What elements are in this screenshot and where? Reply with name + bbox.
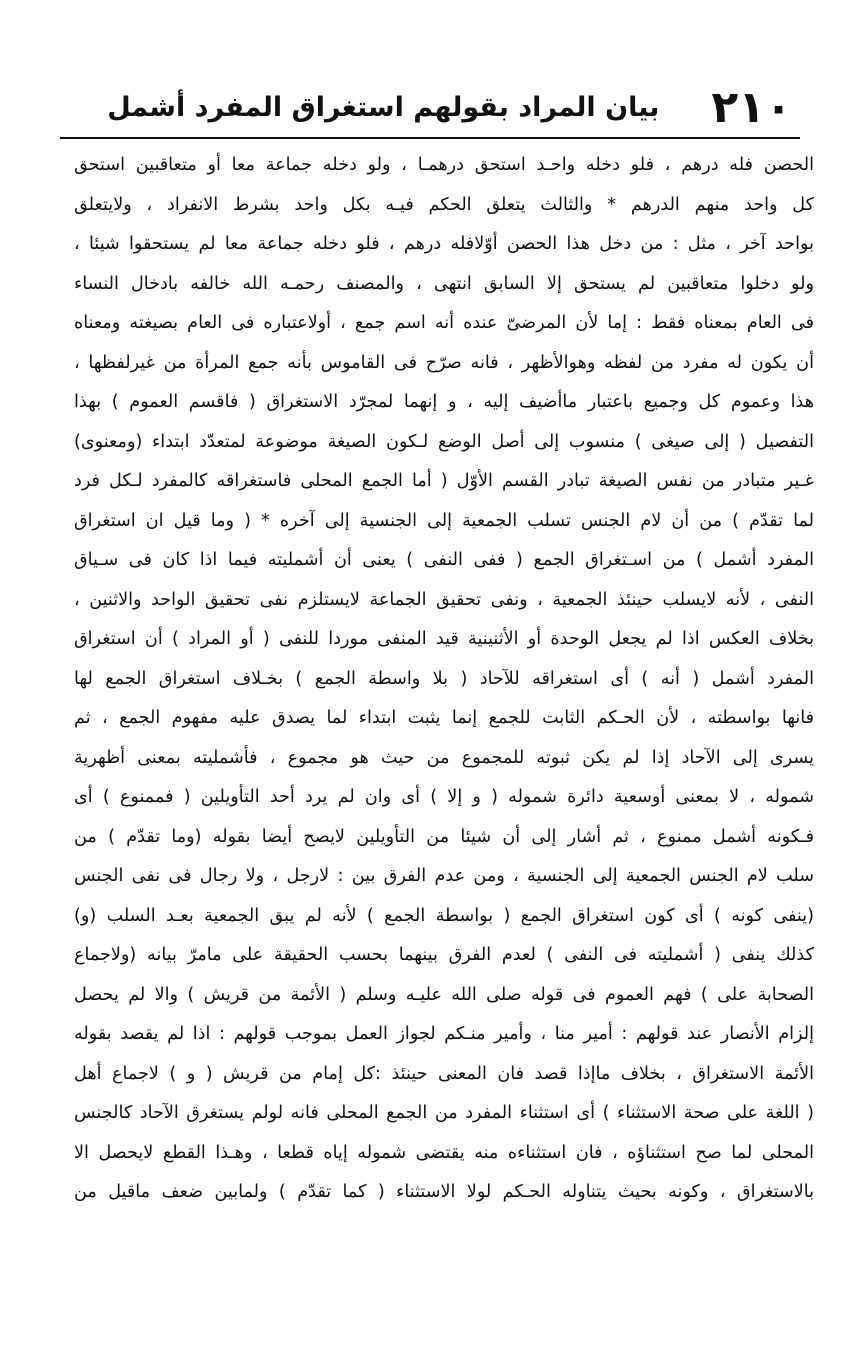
body-text xyxy=(74,146,814,1213)
text-line: ولو دخلوا متعاقبين لم يستحق إلا السابق انتهى ، والمصنف رحمـه الله خالفه بادخال النساء xyxy=(74,273,814,294)
text-line: (ينفى كونه ) أى كون استغراق الجمع ( بواسطة الجمع ) لأنه لم يبق الجمعية بعـد السلب (و) xyxy=(74,905,814,926)
text-line: بواحد آخر ، مثل : من دخل هذا الحصن أوّلافله درهم ، فلو دخله جماعة معا لم يستحقوا شيئا ، xyxy=(74,234,814,254)
text-line: فانها بواسطته ، لأن الحـكم الثابت للجمع إنما يثبت ابتداء لما يصدق عليه مفهوم الجمع ، ثم xyxy=(74,708,814,728)
text-line: ( اللغة على صحة الاستثناء ) أى استثناء المفرد من الجمع المحلى فانه لولم يستغرق الآحاد كالجنس xyxy=(74,1103,814,1123)
text-line: بالاستغراق ، وكونه بحيث يتناوله الحـكم لولا الاستثناء ( كما تقدّم ) ولمابين ضعف ماقيل من xyxy=(74,1182,814,1202)
text-line: النفى ، لأنه لايسلب حينئذ الجمعية ، ونفى تحقيق الجماعة لايستلزم نفى تحقيق الواحد والاثنين ، xyxy=(74,589,814,610)
text-line: كذلك ينفى ( أشمليته فى النفى ) لعدم الفرق بينهما بحسب الحقيقة على مامرّ بيانه (ولاجماع xyxy=(74,945,814,965)
text-line: يسرى إلى الآحاد إذا لم يكن ثبوته للمجموع من حيث هو مجموع ، فأشمليته بمعنى أظهرية xyxy=(74,747,814,768)
text-line: المفرد أشمل ) من اسـتغراق الجمع ( ففى النفى ) يعنى أن أشمليته فيما اذا كان فى سـياق xyxy=(74,550,814,570)
text-line: فـكونه أشمل ممنوع ، ثم أشار إلى أن شيئا من التأويلين لايصح أيضا بقوله (وما تقدّم ) من xyxy=(74,826,814,847)
text-line: الأئمة الاستغراق ، بخلاف ماإذا قصد فان المعنى حينئذ :كل إمام من قريش ( و ) لاجماع أهل xyxy=(74,1063,814,1084)
text-line: التفصيل ( إلى صيغى ) منسوب إلى أصل الوضع لـكون الصيغة موضوعة لمتعدّد ابتداء (ومعنوى) xyxy=(74,431,814,452)
text-line: كل واحد منهم الدرهم * والثالث يتعلق الحكم فيـه بكل واحد بشرط الانفراد ، ولايتعلق xyxy=(74,194,814,215)
text-line: بخلاف العكس اذا لم يجعل الوحدة أو الأثنينية قيد المنفى موردا للنفى ( أو المراد ) أن استغراق xyxy=(74,629,814,649)
text-line: فى العام بمعناه فقط : إما لأن المرضىّ عنده أنه اسم جمع ، أولاعتباره فى العام بصيغته ومعناه xyxy=(74,313,814,333)
text-line: لما تقدّم ) من أن لام الجنس تسلب الجمعية إلى الجنسية إلى آخره * ( وما قيل ان استغراق xyxy=(74,510,814,531)
text-line: المحلى لما صح استثناؤه ، فان استثناءه منه يقتضى شموله إياه قطعا ، وهـذا القطع لايحصل الا xyxy=(74,1142,814,1163)
text-line: غـير متبادر من نفس الصيغة تبادر القسم الأوّل ( أما الجمع المحلى فاستغراقه كالمفرد لـكل فرد xyxy=(74,471,814,491)
text-line: الحصن فله درهم ، فلو دخله واحـد استحق درهمـا ، ولو دخله جماعة معا أو متعاقبين استحق xyxy=(74,155,814,175)
text-line: هذا وعموم كل وجميع باعتبار ماأضيف إليه ، و إنهما لمجرّد الاستغراق ( فاقسم العموم ) بهذا xyxy=(74,392,814,412)
text-line: شموله ، لا بمعنى أوسعية دائرة شموله ( و إلا ) أى وان لم يرد أحد التأويلين ( فممنوع ) أى xyxy=(74,787,814,807)
page-header xyxy=(62,78,800,138)
text-line: الصحابة على ) فهم العموم فى قوله صلى الله عليـه وسلم ( الأئمة من قريش ) والا لم يحصل xyxy=(74,984,814,1005)
text-line: أن يكون له مفرد من لفظه وهوالأظهر ، فانه صرّح فى القاموس بأنه جمع المرأة من غيرلفظها ، xyxy=(74,352,814,373)
page-number: ٢١٠ xyxy=(711,82,792,133)
running-title: بيان المراد بقولهم استغراق المفرد أشمل xyxy=(107,92,660,123)
header-rule xyxy=(60,137,800,139)
text-line: سلب لام الجنس الجمعية إلى الجنسية ، ومن عدم الفرق بين : لارجل ، ولا رجال فى نفى الجنس xyxy=(74,866,814,886)
text-line: إلزام الأنصار عند قولهم : أمير منا ، وأمير منـكم لجواز العمل بموجب قولهم : اذا لم يقصد بقوله xyxy=(74,1024,814,1044)
text-line: المفرد أشمل ( أنه ) أى استغراقه للآحاد ( بلا واسطة الجمع ) بخـلاف استغراق الجمع لها xyxy=(74,668,814,689)
